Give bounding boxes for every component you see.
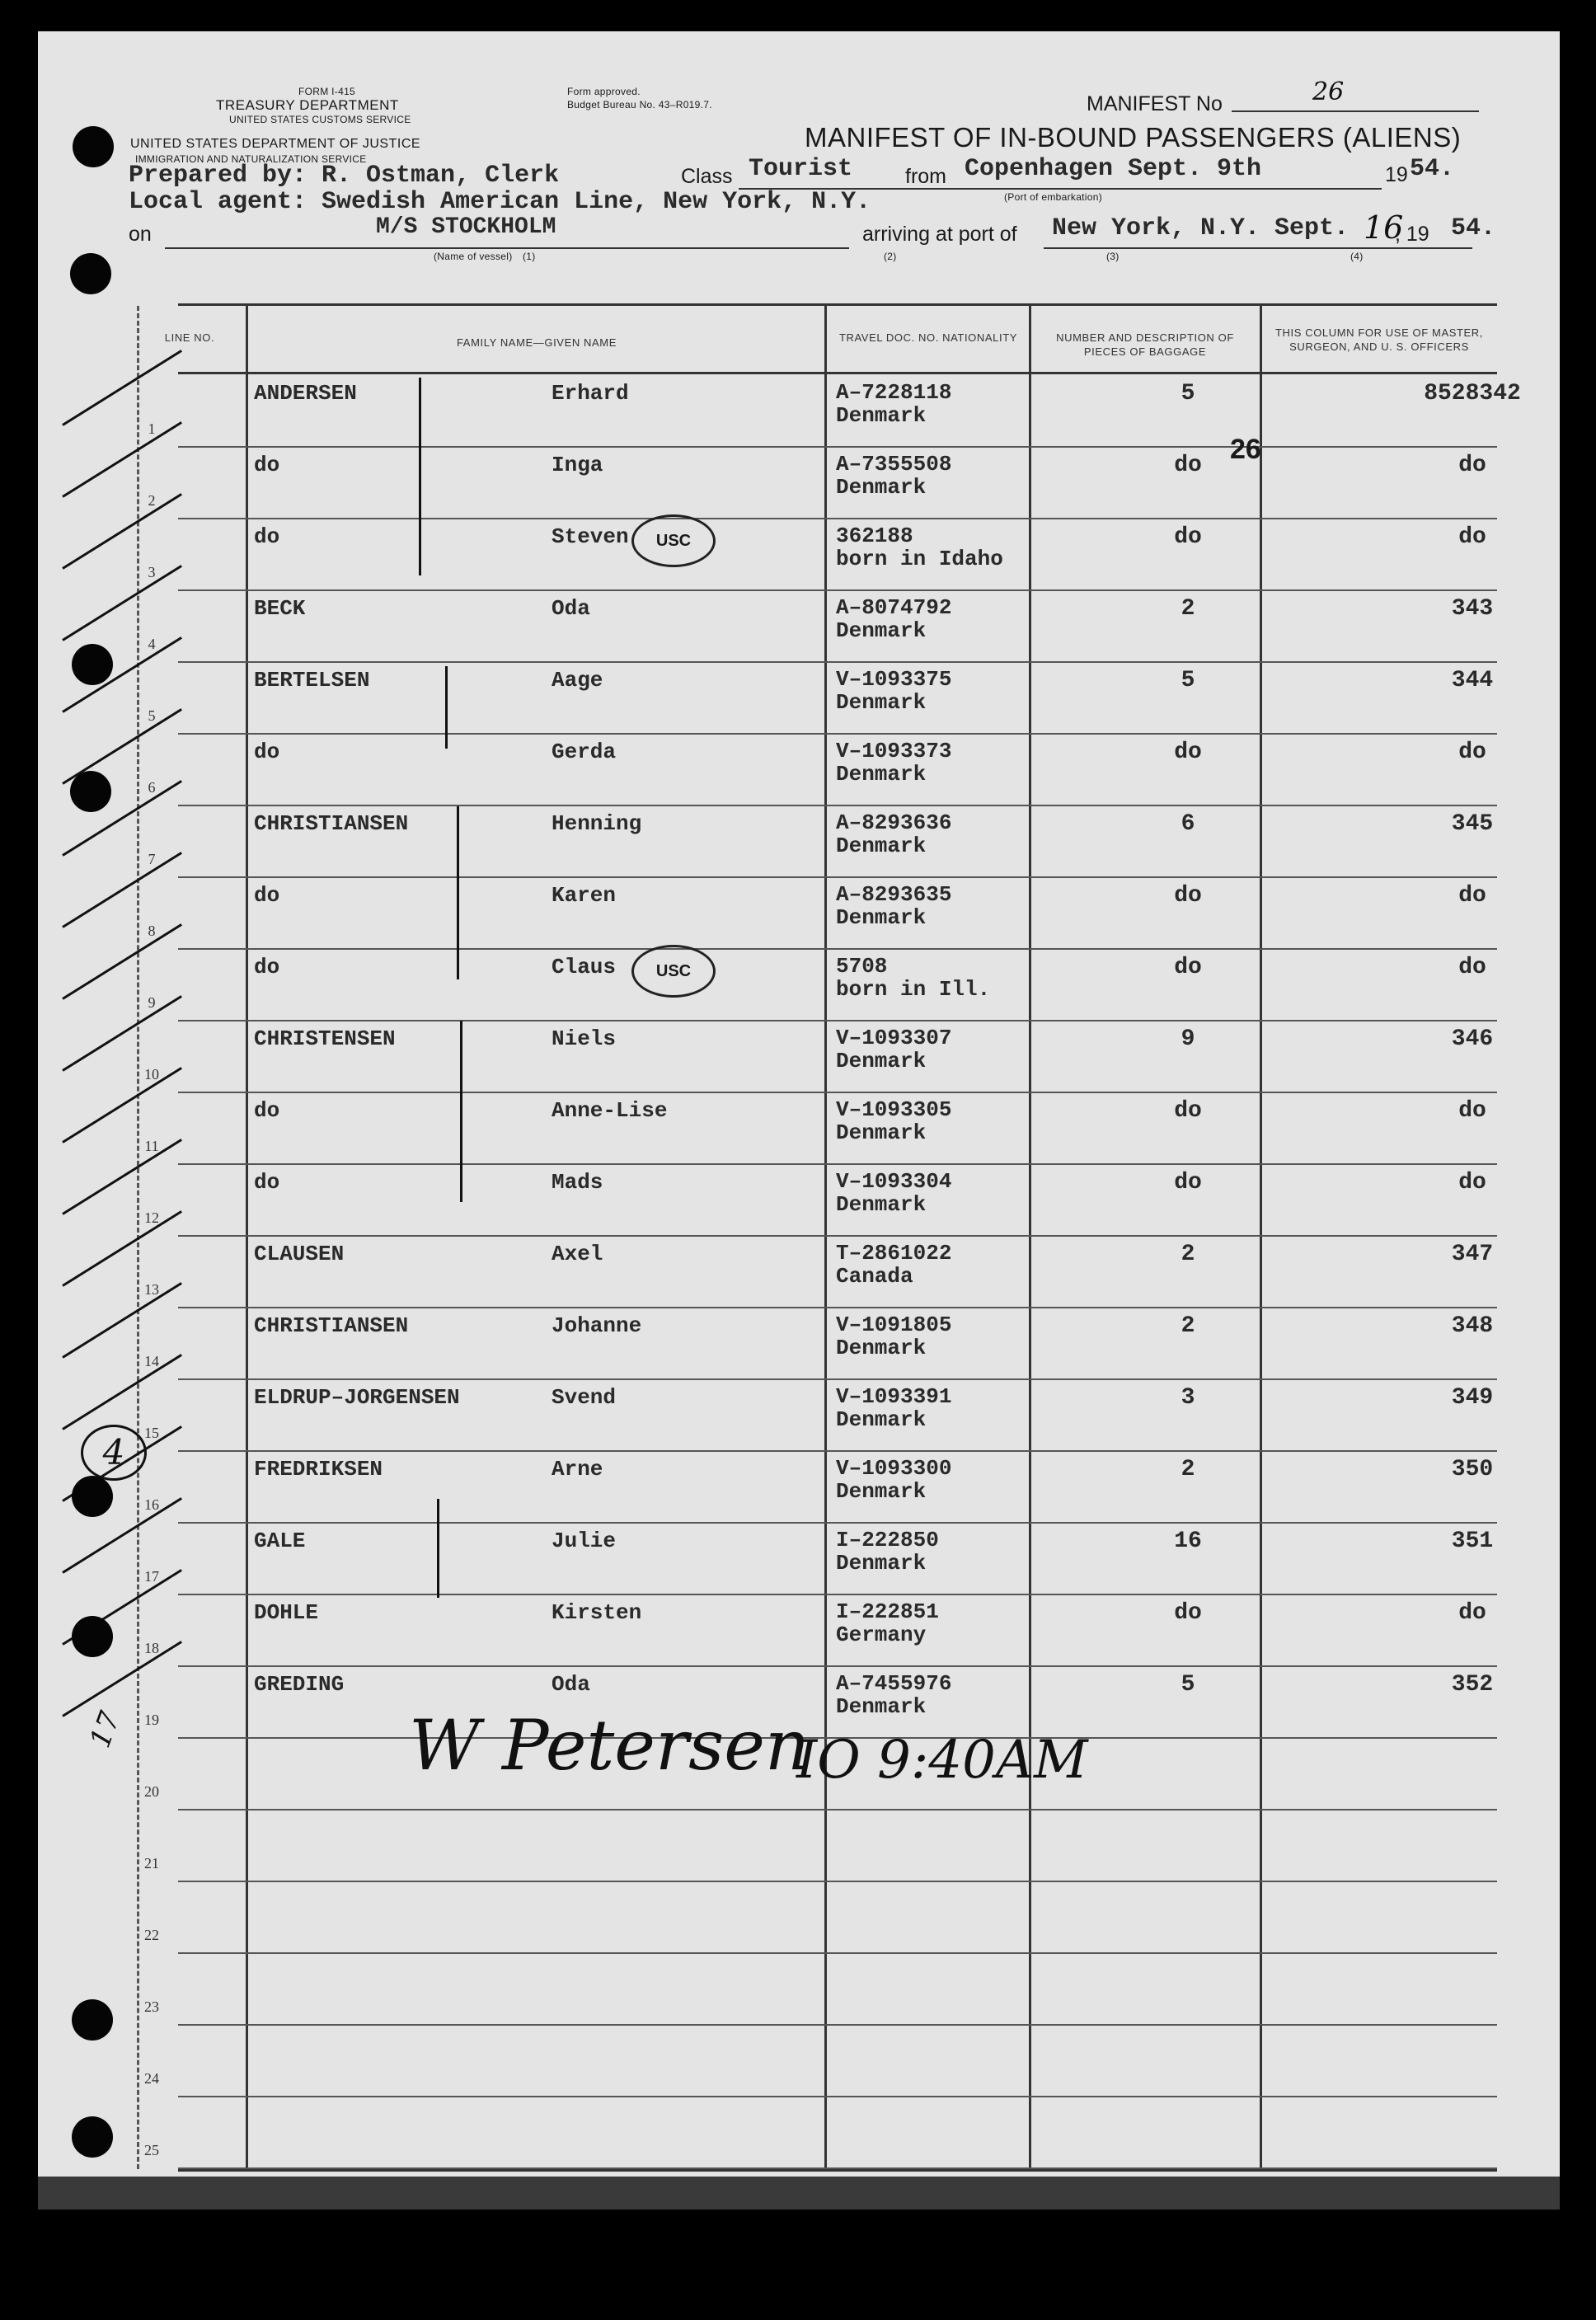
officer-use: do [1458, 1170, 1486, 1195]
line-number: 22 [144, 1927, 159, 1943]
table-row [144, 1307, 1497, 1380]
baggage-count: 2 [1181, 596, 1195, 622]
family-name: CHRISTENSEN [254, 1026, 396, 1051]
nationality: Denmark [836, 403, 927, 428]
col-header-doc: TRAVEL DOC. NO. NATIONALITY [838, 331, 1018, 344]
group-bracket [457, 806, 459, 979]
line-number: 3 [148, 564, 156, 580]
family-name: do [254, 453, 280, 477]
officer-use: 351 [1451, 1529, 1494, 1554]
manifest-label: MANIFEST No [1087, 92, 1223, 115]
binder-hole [72, 1476, 113, 1517]
col-num-3: (3) [1106, 251, 1120, 262]
family-name: do [254, 955, 280, 979]
year-prefix: 19 [1385, 163, 1408, 186]
travel-doc-cell [836, 1672, 951, 1718]
ins-service: IMMIGRATION AND NATURALIZATION SERVICE [135, 153, 367, 165]
travel-doc-number: V–1093304 [836, 1169, 952, 1194]
nationality: Denmark [836, 1551, 927, 1576]
line-number: 11 [144, 1138, 159, 1154]
from-label: from [905, 165, 946, 188]
nationality: Canada [836, 1264, 913, 1289]
officer-use: 347 [1451, 1242, 1494, 1267]
check-mark [62, 1282, 182, 1359]
travel-doc-number: 5708 [836, 954, 888, 979]
baggage-count: do [1174, 1170, 1202, 1195]
usc-stamp: USC [631, 945, 716, 998]
travel-doc-number: A–7355508 [836, 452, 952, 477]
col-header-line: LINE NO. [164, 331, 215, 344]
binder-hole [72, 1999, 113, 2041]
travel-doc-number: A–8293635 [836, 882, 952, 907]
given-name: Anne-Lise [552, 1098, 668, 1123]
baggage-count: 3 [1181, 1385, 1195, 1411]
from-value: Copenhagen Sept. 9th [965, 155, 1262, 183]
given-name: Karen [552, 883, 617, 908]
table-row [148, 374, 1521, 448]
col-header-officers: THIS COLUMN FOR USE OF MASTER, SURGEON, AND U. S. OFFICERS [1274, 326, 1483, 353]
travel-doc-number: A–7228118 [836, 380, 952, 405]
baggage-count: 16 [1174, 1529, 1202, 1554]
nationality: Denmark [836, 1336, 927, 1360]
table-row [148, 876, 1497, 950]
line-number: 14 [144, 1353, 159, 1369]
check-mark [62, 565, 182, 641]
nationality: born in Idaho [836, 547, 1003, 571]
table-row [144, 1378, 1497, 1452]
manifest-no-line [1232, 110, 1479, 112]
travel-doc-cell [836, 1457, 951, 1503]
line-number: 9 [148, 994, 156, 1011]
line-number: 25 [144, 2142, 159, 2158]
officer-use: do [1458, 524, 1486, 550]
circled-number-text: 4 [102, 1432, 125, 1472]
group-bracket [419, 378, 421, 575]
travel-doc-cell [836, 955, 990, 1001]
baggage-count: do [1174, 1098, 1202, 1124]
family-name: GALE [254, 1529, 306, 1553]
nationality: Denmark [836, 1694, 927, 1719]
officer-use: 8528342 [1424, 381, 1521, 406]
travel-doc-cell [836, 1385, 951, 1431]
line-number: 16 [144, 1496, 159, 1513]
given-name: Aage [552, 668, 603, 693]
officer-use: 350 [1451, 1457, 1494, 1482]
check-mark [62, 1210, 182, 1287]
officer-use: do [1458, 955, 1486, 980]
arrival-line [1044, 247, 1472, 249]
table-row [148, 589, 1497, 663]
line-number: 17 [144, 1568, 159, 1585]
given-name: Oda [552, 596, 590, 621]
travel-doc-number: V–1093307 [836, 1026, 952, 1050]
table-row [144, 1092, 1497, 1165]
passenger-table [144, 303, 1521, 2172]
officer-use: 344 [1451, 668, 1494, 693]
officer-use: 343 [1451, 596, 1494, 622]
baggage-count: do [1174, 1600, 1202, 1626]
travel-doc-cell [836, 596, 951, 642]
justice-dept: UNITED STATES DEPARTMENT OF JUSTICE [130, 137, 421, 151]
group-bracket [445, 666, 448, 749]
officer-use: 349 [1451, 1385, 1494, 1411]
check-mark [62, 923, 182, 1000]
given-name: Niels [552, 1026, 617, 1051]
col-num-1: (1) [523, 251, 536, 262]
vessel-name: M/S STOCKHOLM [376, 214, 556, 240]
family-name: do [254, 883, 280, 908]
travel-doc-cell [836, 1600, 939, 1646]
given-name: Oda [552, 1672, 590, 1697]
line-number: 19 [144, 1712, 159, 1728]
travel-doc-number: V–1093305 [836, 1097, 952, 1122]
group-bracket [460, 1021, 462, 1202]
arrival-year-prefix: , 19 [1395, 223, 1429, 246]
on-label: on [129, 223, 152, 246]
binder-hole [72, 1616, 113, 1657]
family-name: do [254, 1098, 280, 1123]
port-embark-caption: (Port of embarkation) [1004, 191, 1103, 203]
family-name: ANDERSEN [254, 381, 357, 406]
travel-doc-number: V–1091805 [836, 1313, 952, 1337]
baggage-count: do [1174, 740, 1202, 765]
line-number: 18 [144, 1640, 159, 1656]
arriving-label: arriving at port of [862, 223, 1017, 246]
baggage-count: 5 [1181, 381, 1195, 406]
line-number: 24 [144, 2070, 159, 2087]
family-name: GREDING [254, 1672, 345, 1697]
nationality: Denmark [836, 690, 927, 715]
travel-doc-cell [836, 883, 951, 929]
col-header-baggage: NUMBER AND DESCRIPTION OF PIECES OF BAGGAGE [1056, 331, 1234, 358]
line-number: 8 [148, 923, 156, 939]
line-number: 21 [144, 1855, 159, 1871]
family-name: CHRISTIANSEN [254, 811, 409, 836]
baggage-count: 5 [1181, 668, 1195, 693]
travel-doc-cell [836, 381, 951, 427]
given-name: Erhard [552, 381, 629, 406]
travel-doc-number: V–1093391 [836, 1384, 952, 1409]
baggage-count: 5 [1181, 1672, 1195, 1698]
table-row [144, 1020, 1497, 1093]
travel-doc-number: 362188 [836, 524, 913, 548]
check-mark [62, 852, 182, 928]
baggage-count: do [1174, 883, 1202, 909]
travel-doc-number: T–2861022 [836, 1241, 952, 1266]
table-row [148, 948, 1497, 1021]
officer-use: do [1458, 740, 1486, 765]
table-row [148, 733, 1497, 806]
line-number: 7 [148, 851, 156, 867]
binder-hole [70, 771, 111, 812]
travel-doc-cell [836, 811, 951, 857]
table-row [148, 661, 1497, 735]
manifest-title: MANIFEST OF IN-BOUND PASSENGERS (ALIENS) [805, 122, 1462, 153]
prepared-by: Prepared by: R. Ostman, Clerk [129, 162, 560, 190]
line-number: 23 [144, 1998, 159, 2015]
stamp-26: 26 [1230, 434, 1261, 465]
col-num-2: (2) [884, 251, 897, 262]
nationality: Denmark [836, 1407, 927, 1432]
nationality: Germany [836, 1623, 927, 1647]
family-name: CLAUSEN [254, 1242, 345, 1266]
travel-doc-cell [836, 1313, 951, 1360]
family-name: do [254, 524, 280, 549]
col-header-name: FAMILY NAME—GIVEN NAME [456, 336, 617, 349]
baggage-count: 2 [1181, 1457, 1195, 1482]
line-number: 4 [148, 636, 156, 652]
table-row [144, 2024, 1497, 2097]
table-row [148, 805, 1497, 878]
travel-doc-number: A–7455976 [836, 1671, 952, 1696]
officer-use: 352 [1451, 1672, 1494, 1698]
nationality: Denmark [836, 1192, 927, 1217]
local-agent: Local agent: Swedish American Line, New York, N.Y. [129, 188, 871, 216]
treasury-dept: TREASURY DEPARTMENT [216, 97, 399, 113]
arrival-port: New York, N.Y. Sept. [1052, 214, 1350, 242]
vessel-line [165, 247, 849, 249]
table-row [144, 2096, 1497, 2169]
col-num-4: (4) [1350, 251, 1364, 262]
table-row [144, 1594, 1497, 1667]
binder-hole [72, 2116, 113, 2158]
manifest-number: 26 [1312, 77, 1345, 106]
family-name: BECK [254, 596, 306, 621]
circled-number [81, 1425, 147, 1481]
given-name: Steven [552, 524, 629, 549]
baggage-count: 2 [1181, 1242, 1195, 1267]
table-row [144, 1522, 1497, 1595]
given-name: Gerda [552, 740, 617, 764]
officer-signature: W Petersen [409, 1705, 810, 1786]
officer-use: do [1458, 453, 1486, 478]
family-name: CHRISTIANSEN [254, 1313, 409, 1338]
check-mark [62, 1067, 182, 1144]
travel-doc-number: V–1093373 [836, 739, 952, 763]
family-name: ELDRUP–JORGENSEN [254, 1385, 460, 1410]
vessel-caption: (Name of vessel) [434, 251, 513, 262]
given-name: Claus [552, 955, 617, 979]
family-name: do [254, 1170, 280, 1195]
nationality: Denmark [836, 1120, 927, 1145]
travel-doc-cell [836, 740, 951, 786]
line-number: 2 [148, 492, 156, 509]
line-number: 1 [148, 420, 156, 437]
budget-bureau: Budget Bureau No. 43–R019.7. [567, 99, 712, 110]
officer-use: do [1458, 1600, 1486, 1626]
given-name: Henning [552, 811, 642, 836]
baggage-count: do [1174, 955, 1202, 980]
binder-hole [70, 253, 111, 294]
travel-doc-cell [836, 1026, 951, 1073]
baggage-count: do [1174, 524, 1202, 550]
table-row [144, 1665, 1497, 1739]
nationality: Denmark [836, 1049, 927, 1073]
scan-bottom-edge [38, 2177, 1560, 2210]
nationality: Denmark [836, 762, 927, 787]
travel-doc-cell [836, 1529, 939, 1575]
given-name: Axel [552, 1242, 603, 1266]
table-row [148, 518, 1497, 591]
travel-doc-number: V–1093375 [836, 667, 952, 692]
nationality: Denmark [836, 618, 927, 643]
line-number: 20 [144, 1783, 159, 1800]
check-mark [62, 1139, 182, 1215]
check-mark [62, 1354, 182, 1430]
officer-use: 346 [1451, 1026, 1494, 1052]
given-name: Svend [552, 1385, 617, 1410]
manifest-page [38, 31, 1560, 2177]
usc-stamp: USC [631, 514, 716, 567]
class-label: Class [681, 165, 733, 188]
family-name: do [254, 740, 280, 764]
line-number: 6 [148, 779, 156, 796]
class-value: Tourist [749, 155, 853, 183]
line-number: 5 [148, 707, 156, 724]
family-name: FREDRIKSEN [254, 1457, 383, 1482]
line-number: 12 [144, 1209, 159, 1226]
binder-hole [73, 126, 114, 167]
nationality: Denmark [836, 834, 927, 858]
travel-doc-cell [836, 1098, 951, 1144]
travel-doc-cell [836, 668, 951, 714]
nationality: Denmark [836, 1479, 927, 1504]
table-row [144, 1881, 1497, 1954]
form-number: FORM I-415 [298, 86, 356, 97]
line-number: 15 [144, 1425, 159, 1441]
travel-doc-number: I–222850 [836, 1528, 939, 1552]
travel-doc-number: I–222851 [836, 1599, 939, 1624]
given-name: Johanne [552, 1313, 642, 1338]
baggage-count: 6 [1181, 811, 1195, 837]
officer-use: do [1458, 883, 1486, 909]
family-name: DOHLE [254, 1600, 319, 1625]
baggage-count: 9 [1181, 1026, 1195, 1052]
nationality: born in Ill. [836, 977, 991, 1002]
officer-use: do [1458, 1098, 1486, 1124]
customs-service: UNITED STATES CUSTOMS SERVICE [229, 114, 411, 125]
check-mark [62, 995, 182, 1072]
given-name: Inga [552, 453, 603, 477]
travel-doc-cell [836, 1242, 951, 1288]
table-row [144, 1163, 1497, 1237]
travel-doc-number: V–1093300 [836, 1456, 952, 1481]
year-value: 54. [1410, 155, 1455, 183]
table-row [144, 1450, 1497, 1524]
travel-doc-number: A–8074792 [836, 595, 952, 620]
travel-doc-cell [836, 453, 951, 499]
form-approved: Form approved. [567, 86, 641, 97]
line-number: 13 [144, 1281, 159, 1298]
inspection-note: IO 9:40AM [796, 1730, 1088, 1791]
travel-doc-cell [836, 524, 1003, 571]
officer-use: 345 [1451, 811, 1494, 837]
given-name: Julie [552, 1529, 617, 1553]
table-row [148, 446, 1497, 519]
travel-doc-cell [836, 1170, 951, 1216]
margin-number: 17 [83, 1707, 127, 1753]
officer-use: 348 [1451, 1313, 1494, 1339]
table-row [144, 1952, 1497, 2026]
given-name: Arne [552, 1457, 603, 1482]
baggage-count: 2 [1181, 1313, 1195, 1339]
given-name: Mads [552, 1170, 603, 1195]
baggage-count: do [1174, 453, 1202, 478]
check-mark [62, 350, 182, 426]
binder-hole [72, 644, 113, 685]
arrival-day: 16 [1364, 209, 1404, 246]
check-mark [62, 493, 182, 570]
table-row [144, 1235, 1497, 1308]
line-number: 10 [144, 1066, 159, 1083]
nationality: Denmark [836, 475, 927, 500]
check-mark [62, 421, 182, 498]
arrival-year: 54. [1451, 214, 1496, 242]
travel-doc-number: A–8293636 [836, 810, 952, 835]
given-name: Kirsten [552, 1600, 642, 1625]
nationality: Denmark [836, 905, 927, 930]
group-bracket [437, 1499, 439, 1598]
family-name: BERTELSEN [254, 668, 370, 693]
table-row [144, 1809, 1497, 1882]
